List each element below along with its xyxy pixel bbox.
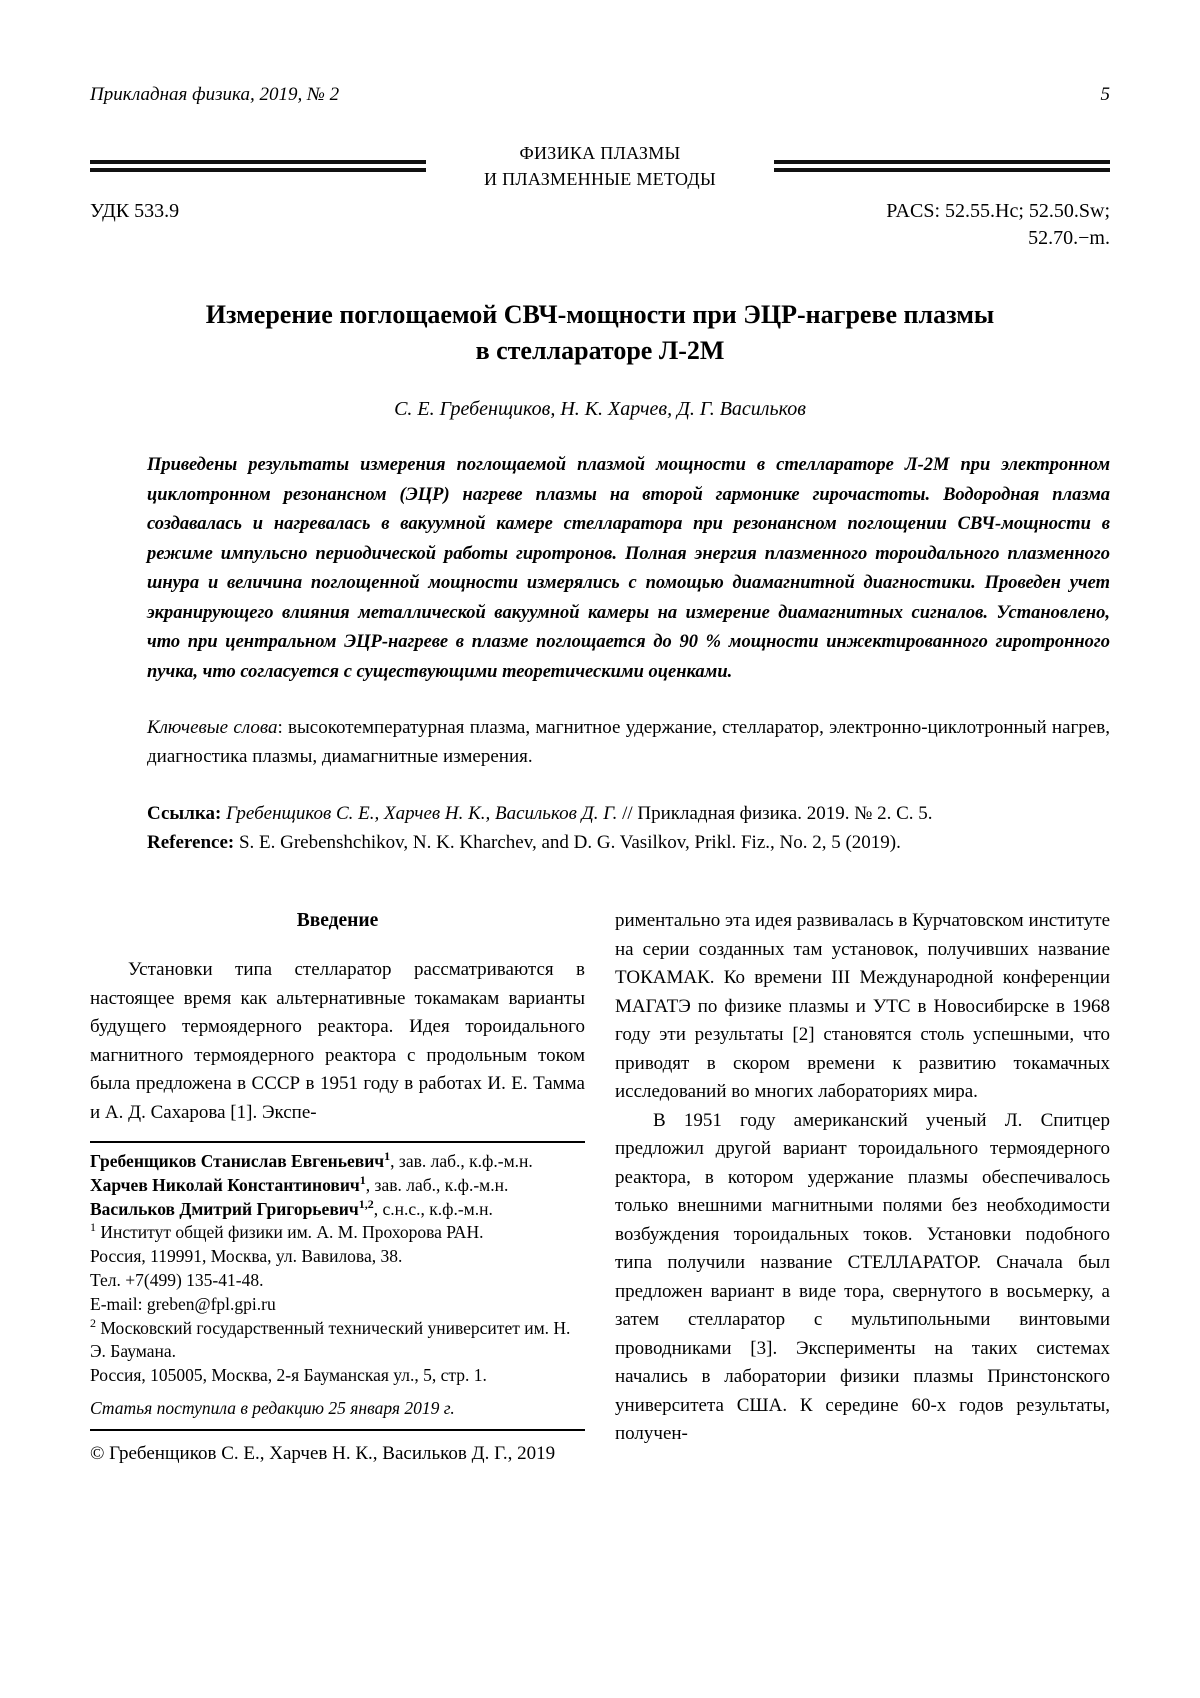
column-right [615,907,1110,1467]
article-title-line2: в стеллараторе Л-2М [475,336,725,365]
affiliation-2-text: Московский государственный технический университет им. Н. Э. Баумана. [90,1317,571,1362]
codes-row [90,198,1110,252]
footnote-author-sup: 1 [384,1149,391,1164]
section-title-line2: И ПЛАЗМЕННЫЕ МЕТОДЫ [483,169,716,189]
affiliation-1-text: Институт общей физики им. А. М. Прохорова РАН. [96,1222,484,1243]
pacs-line2: 52.70.−m. [1028,227,1110,249]
affiliation-2-line [90,1317,585,1365]
footnote-author-role: , зав. лаб., к.ф.-м.н. [365,1174,509,1195]
section-rule-left [90,160,426,172]
intro-paragraph-left: Установки типа стелларатор рассматриваются в настоящее время как альтернативные токамакам варианты будущего термоядерного реактора. Идея тороидального магнитного термоядерного реактора с продольным током была предложена в СССР в 1951 году в работах И. Е. Тамма и А. Д. Сахарова [1]. Экспе- [90,959,585,1123]
citation-en [147,828,1110,857]
footnote-author-role: , зав. лаб., к.ф.-м.н. [390,1151,533,1171]
pacs-line1: PACS: 52.55.Hc; 52.50.Sw; [886,200,1110,222]
abstract-text: Приведены результаты измерения поглощаемой плазмой мощности в стеллараторе Л-2М при электронном циклотронном резонансном (ЭЦР) нагреве плазмы на второй гармонике гирочастоты. Водородная плазма создавалась и нагревалась в вакуумной камере стелларатора при резонансном поглощении СВЧ-мощности в режиме импульсно периодической работы гиротронов. Полная энергия плазменного тороидального плазменного шнура и величина поглощенной мощности измерялись с помощью диамагнитной диагностики. Проведен учет экранирующего влияния металлической вакуумной камеры на измерение диамагнитных сигналов. Установлено, что при центральном ЭЦР-нагреве в плазме поглощается до 90 % мощности инжектированного гиротронного пучка, что согласуется с существующими теоретическими оценками. [147,455,1110,682]
section-title-line1: ФИЗИКА ПЛАЗМЫ [519,143,681,163]
reference-text: S. E. Grebenshchikov, N. K. Kharchev, and D. G. Vasilkov, Prikl. Fiz., No. 2, 5 (2019). [234,832,901,853]
udk-code: УДК 533.9 [90,200,180,222]
citation-tail: // Прикладная физика. 2019. № 2. С. 5. [617,803,933,824]
author-footnote [90,1141,585,1388]
received-note: Статья поступила в редакцию 25 января 2019 г. [90,1397,455,1418]
citation-block [147,799,1110,857]
continuation-paragraph-2: В 1951 году американский ученый Л. Спитцер предложил другой вариант тороидального термоядерного реактора, в котором удержание плазмы обеспечивалось только внешними магнитными полями без необходимости возбуждения тороидальных токов. Установки подобного типа получили название СТЕЛЛАРАТОР. Сначала был предложен вариант в виде тора, свернутого в восьмерку, а затем стелларатор с мультипольными винтовыми проводниками [3]. Эксперименты на таких системах начались в лаборатории физики плазмы Принстонского университета США. К середине 60-х годов результаты, получен- [615,1109,1110,1444]
intro-heading: Введение [296,910,379,931]
keywords-text: : высокотемпературная плазма, магнитное удержание, стелларатор, электронно-циклотронный нагрев, диагностика плазмы, диамагнитные измерения. [147,717,1110,767]
citation-ru [147,799,1110,828]
footnote-author-line [90,1198,585,1222]
keywords-label: Ключевые слова [147,717,278,738]
section-rule-right [774,160,1110,172]
section-band [90,140,1110,192]
reference-label: Reference: [147,832,235,853]
citation-label: Ссылка: [147,803,222,824]
copyright-note: © Гребенщиков С. Е., Харчев Н. К., Васильков Д. Г., 2019 [90,1429,585,1467]
footnote-author-name: Гребенщиков Станислав Евгеньевич [90,1151,385,1171]
page-number: 5 [1100,84,1110,105]
two-column-body [90,907,1110,1467]
phone-line: Тел. +7(499) 135-41-48. [90,1269,264,1290]
affiliation-1-sup: 1 [90,1220,96,1235]
footnote-author-line [90,1174,585,1198]
citation-authors: Гребенщиков С. Е., Харчев Н. К., Васильков Д. Г. [221,803,618,824]
journal-title: Прикладная физика, 2019, № 2 [90,84,340,105]
keywords-line [147,713,1110,771]
footnote-author-name: Харчев Николай Константинович [90,1174,360,1195]
footnote-author-role: , с.н.с., к.ф.-м.н. [373,1198,493,1219]
footnote-author-sup: 1 [359,1172,366,1187]
article-title-line1: Измерение поглощаемой СВЧ-мощности при ЭЦР-нагреве плазмы [205,300,995,329]
section-title [426,140,774,192]
continuation-paragraph-1: риментально эта идея развивалась в Курчатовском институте на серии созданных там установок, получивших название ТОКАМАК. Ко времени III Международной конференции МАГАТЭ по физике плазмы и УТС в Новосибирске в 1968 году эти результаты [2] становятся столь успешными, что приводят в скором времени к развитию токамачных исследований во многих лабораториях мира. [615,910,1110,1102]
column-left [90,907,585,1467]
pacs-code [886,198,1110,252]
affiliation-2-sup: 2 [90,1315,96,1330]
footnote-author-name: Васильков Дмитрий Григорьевич [90,1198,359,1219]
affiliation-1-line [90,1221,585,1245]
affiliation-2-address: Россия, 105005, Москва, 2-я Бауманская ул., 5, стр. 1. [90,1365,487,1386]
footnote-author-line [90,1150,585,1174]
affiliation-1-address: Россия, 119991, Москва, ул. Вавилова, 38. [90,1246,403,1267]
article-title [90,297,1110,369]
email-line: E-mail: greben@fpl.gpi.ru [90,1293,276,1314]
authors-line: С. Е. Гребенщиков, Н. К. Харчев, Д. Г. Васильков [394,398,806,420]
running-head [90,84,1110,106]
footnote-author-sup: 1,2 [358,1196,374,1211]
